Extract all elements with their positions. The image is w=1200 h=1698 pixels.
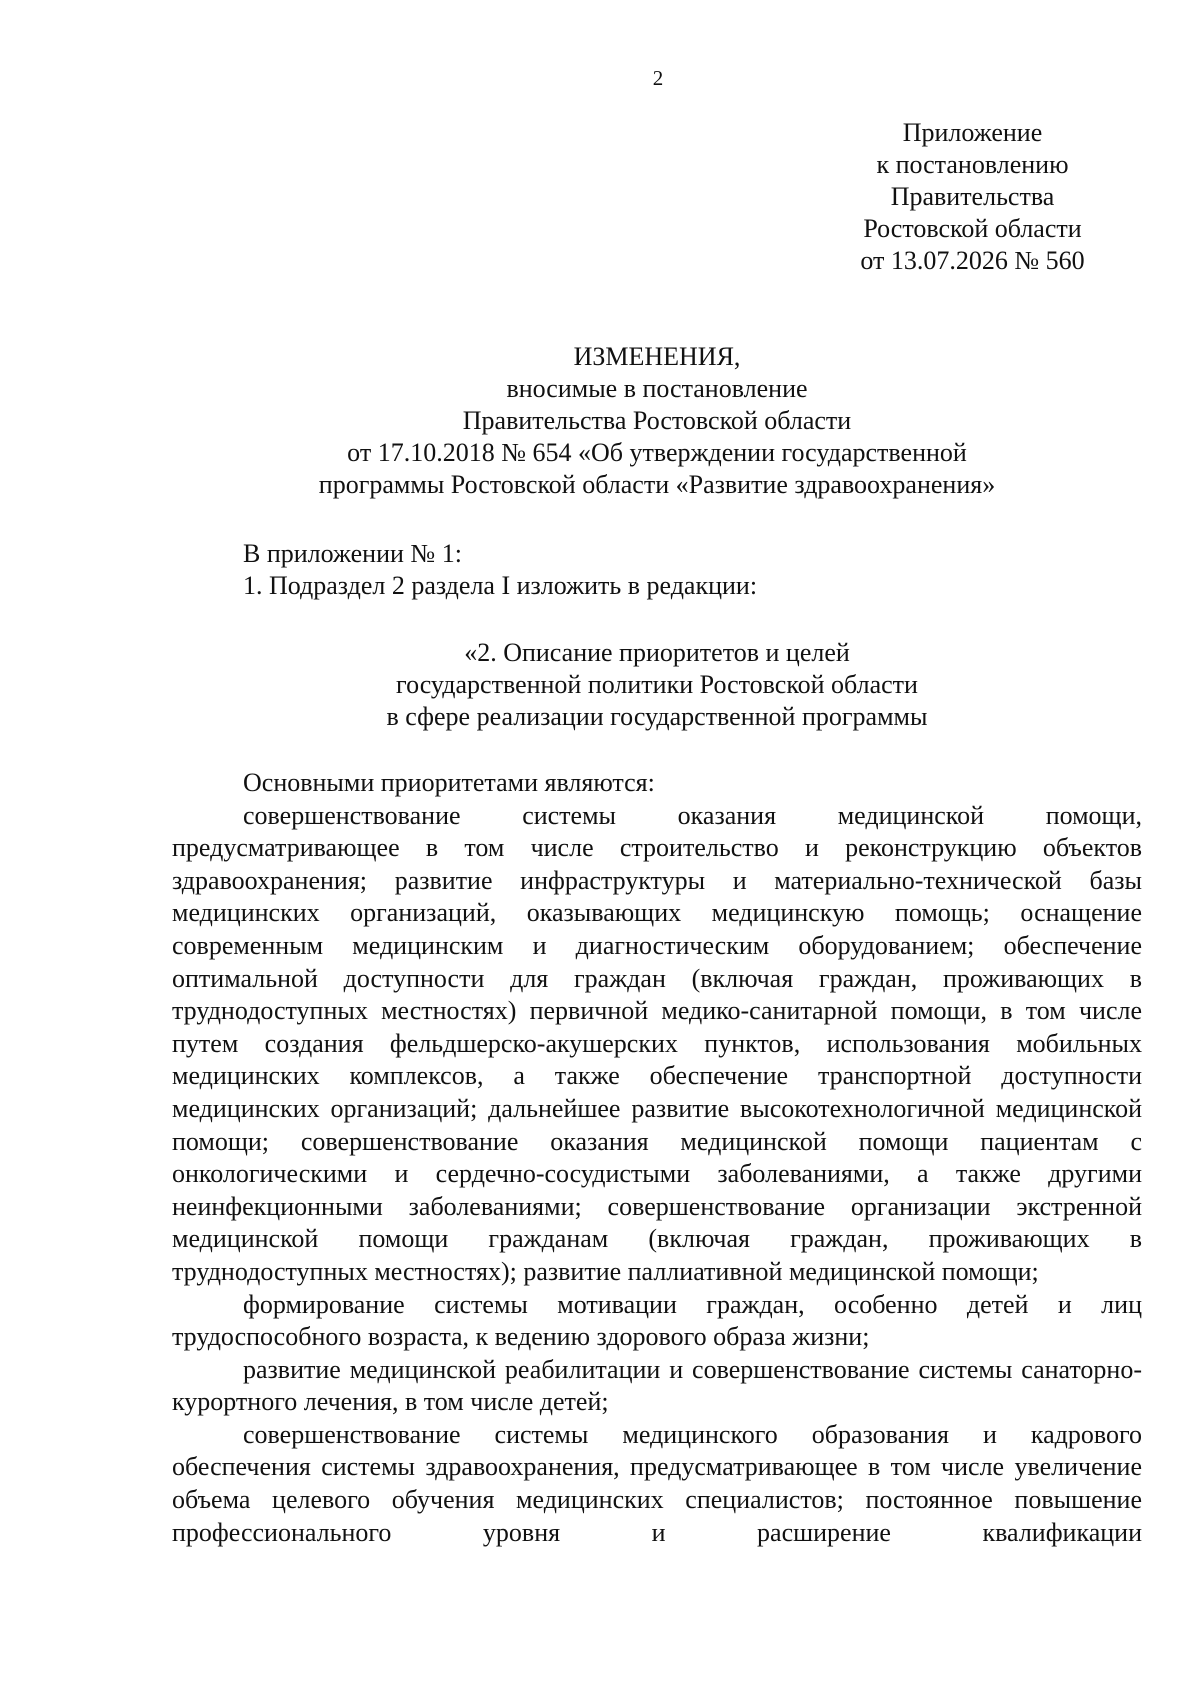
body-paragraph: развитие медицинской реабилитации и совершенствование системы санаторно-курортного лечения, в том числе детей; [172, 1354, 1142, 1417]
title-line: Правительства Ростовской области [462, 406, 852, 435]
title-line: от 17.10.2018 № 654 «Об утверждении государственной [347, 438, 967, 467]
appendix-line: к постановлению [876, 150, 1069, 179]
subtitle-line: государственной политики Ростовской области [396, 670, 918, 699]
document-title [172, 341, 1142, 501]
appendix-header [800, 117, 1145, 277]
body-paragraph: формирование системы мотивации граждан, особенно детей и лиц трудоспособного возраста, к ведению здорового образа жизни; [172, 1289, 1142, 1352]
body-text [172, 767, 1142, 1549]
title-line: вносимые в постановление [506, 374, 808, 403]
body-paragraph: совершенствование системы оказания медицинской помощи, предусматривающее в том числе строительство и реконструкцию объектов здравоохранения; развитие инфраструктуры и материально-технической базы медицинских организаций, оказывающих медицинскую помощь; оснащение современным медицинским и диагностическим оборудованием; обеспечение оптимальной доступности для граждан (включая граждан, проживающих в труднодоступных местностях) первичной медико-санитарной помощи, в том числе путем создания фельдшерско-акушерских пунктов, использования мобильных медицинских комплексов, а также обеспечение транспортной доступности медицинских организаций; дальнейшее развитие высокотехнологичной медицинской помощи; совершенствование оказания медицинской помощи пациентам с онкологическими и сердечно-сосудистыми заболеваниями, а также другими неинфекционными заболеваниями; совершенствование организации экстренной медицинской помощи гражданам (включая граждан, проживающих в труднодоступных местностях); развитие паллиативной медицинской помощи; [172, 800, 1142, 1286]
section-subtitle [172, 637, 1142, 733]
appendix-line: Ростовской области [863, 214, 1082, 243]
appendix-line: Приложение [902, 118, 1043, 147]
appendix-line: от 13.07.2026 № 560 [860, 246, 1085, 275]
intro-block [243, 538, 1143, 602]
subtitle-line: в сфере реализации государственной программы [386, 702, 928, 731]
subtitle-line: «2. Описание приоритетов и целей [464, 638, 850, 667]
title-heading: ИЗМЕНЕНИЯ, [573, 342, 741, 371]
intro-line: 1. Подраздел 2 раздела I изложить в редакции: [243, 571, 758, 600]
body-lead: Основными приоритетами являются: [243, 768, 655, 797]
intro-line: В приложении № 1: [243, 539, 462, 568]
body-paragraph: совершенствование системы медицинского образования и кадрового обеспечения системы здравоохранения, предусматривающее в том числе увеличение объема целевого обучения медицинских специалистов; постоянное повышение профессионального уровня и расширение квалификации [172, 1419, 1142, 1547]
appendix-line: Правительства [890, 182, 1055, 211]
page-number: 2 [652, 66, 664, 90]
title-line: программы Ростовской области «Развитие здравоохранения» [318, 470, 996, 499]
